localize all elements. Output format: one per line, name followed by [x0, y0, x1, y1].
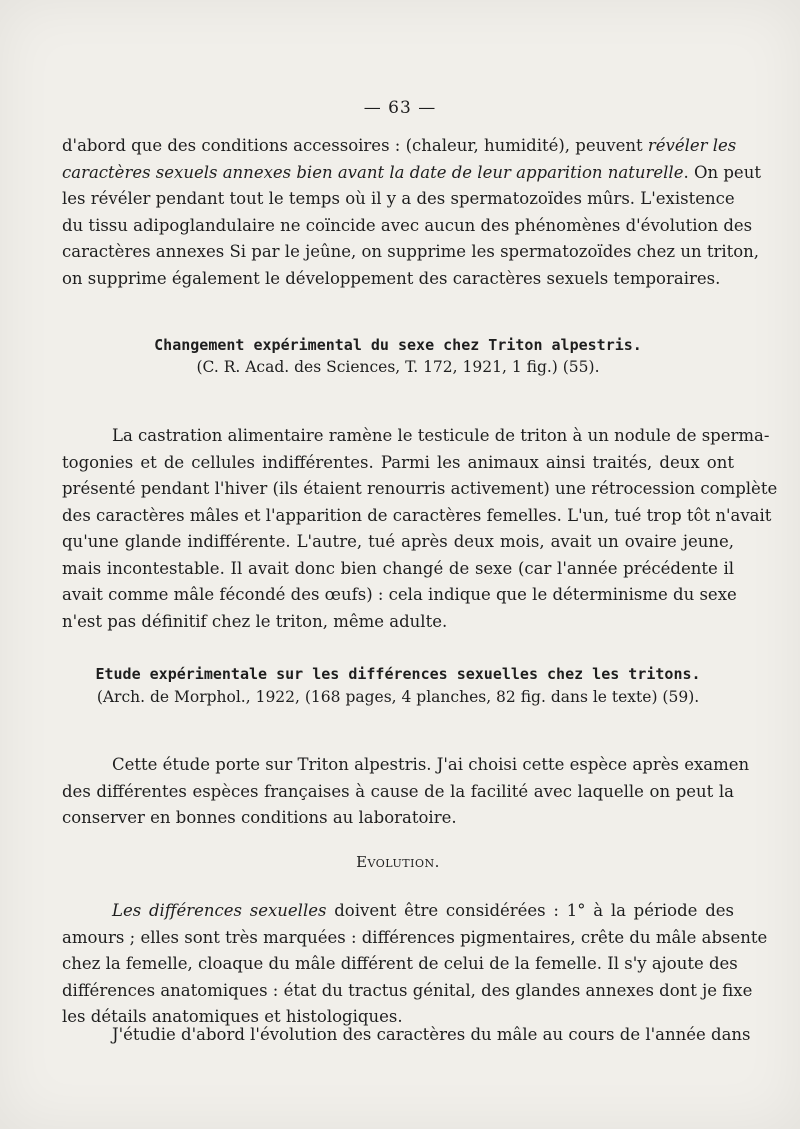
subsection-title: Evolution. [356, 853, 440, 871]
paragraph-1 [62, 133, 761, 292]
text-line: présenté pendant l'hiver (ils étaient renourris activement) une rétrocession complète [62, 479, 778, 498]
paragraph-5 [62, 1022, 751, 1049]
text-line: du tissu adipoglandulaire ne coïncide avec aucun des phénomènes d'évolution des [62, 215, 753, 235]
text-line: les révéler pendant tout le temps où il y a des spermatozoïdes mûrs. L'existence [62, 189, 735, 208]
text-line: caractères annexes Si par le jeûne, on supprime les spermatozoïdes chez un triton, [62, 242, 760, 261]
text-line: chez la femelle, cloaque du mâle différent de celui de la femelle. Il s'y ajoute des [62, 954, 738, 973]
text-line: togonies et de cellules indifférentes. Parmi les animaux ainsi traités, deux ont [62, 452, 734, 472]
section-reference-1: (C. R. Acad. des Sciences, T. 172, 1921, 1 fig.) (55). [196, 358, 600, 376]
text-line: mais incontestable. Il avait donc bien changé de sexe (car l'année précédente il [62, 558, 734, 578]
italic-run: Les différences sexuelles [112, 901, 327, 920]
text-line: conserver en bonnes conditions au laboratoire. [62, 808, 457, 827]
text-line: d'abord que des conditions accessoires : (chaleur, humidité), peuvent révéler les [62, 136, 737, 155]
section-title-2: Etude expérimentale sur les différences sexuelles chez les tritons. [95, 665, 701, 683]
text-line: caractères sexuels annexes bien avant la date de leur apparition naturelle. On peut [62, 162, 761, 182]
text-line: Cette étude porte sur Triton alpestris. J'ai choisi cette espèce après examen [112, 755, 750, 774]
text-line: des différentes espèces françaises à cause de la facilité avec laquelle on peut la [62, 781, 734, 801]
text-line: qu'une glande indifférente. L'autre, tué après deux mois, avait un ovaire jeune, [62, 532, 734, 551]
text-line: des caractères mâles et l'apparition de caractères femelles. L'un, tué trop tôt n'avait [62, 505, 772, 525]
italic-run: révéler les [647, 136, 737, 155]
text-line: Les différences sexuelles doivent être considérées : 1° à la période des [112, 901, 734, 920]
page-number: — 63 — [363, 98, 437, 118]
paragraph-3 [62, 752, 750, 832]
text-line: on supprime également le développement des caractères sexuels temporaires. [62, 268, 721, 288]
paragraph-4 [62, 898, 768, 1031]
text-line: amours ; elles sont très marquées : différences pigmentaires, crête du mâle absente [62, 927, 768, 947]
text-line: n'est pas définitif chez le triton, même adulte. [62, 611, 448, 631]
text-line: avait comme mâle fécondé des œufs) : cela indique que le déterminisme du sexe [62, 585, 737, 604]
paragraph-2 [62, 423, 778, 635]
section-reference-2: (Arch. de Morphol., 1922, (168 pages, 4 planches, 82 fig. dans le texte) (59). [96, 688, 700, 706]
italic-run: caractères sexuels annexes bien avant la date de leur apparition naturelle [62, 162, 684, 182]
text-line: différences anatomiques : état du tractus génital, des glandes annexes dont je fixe [62, 980, 753, 1000]
section-title-1: Changement expérimental du sexe chez Triton alpestris. [154, 336, 642, 354]
text-line: La castration alimentaire ramène le testicule de triton à un nodule de sperma- [112, 426, 770, 445]
text-line: J'étudie d'abord l'évolution des caractères du mâle au cours de l'année dans [112, 1025, 751, 1044]
text-line: les détails anatomiques et histologiques. [62, 1007, 403, 1026]
